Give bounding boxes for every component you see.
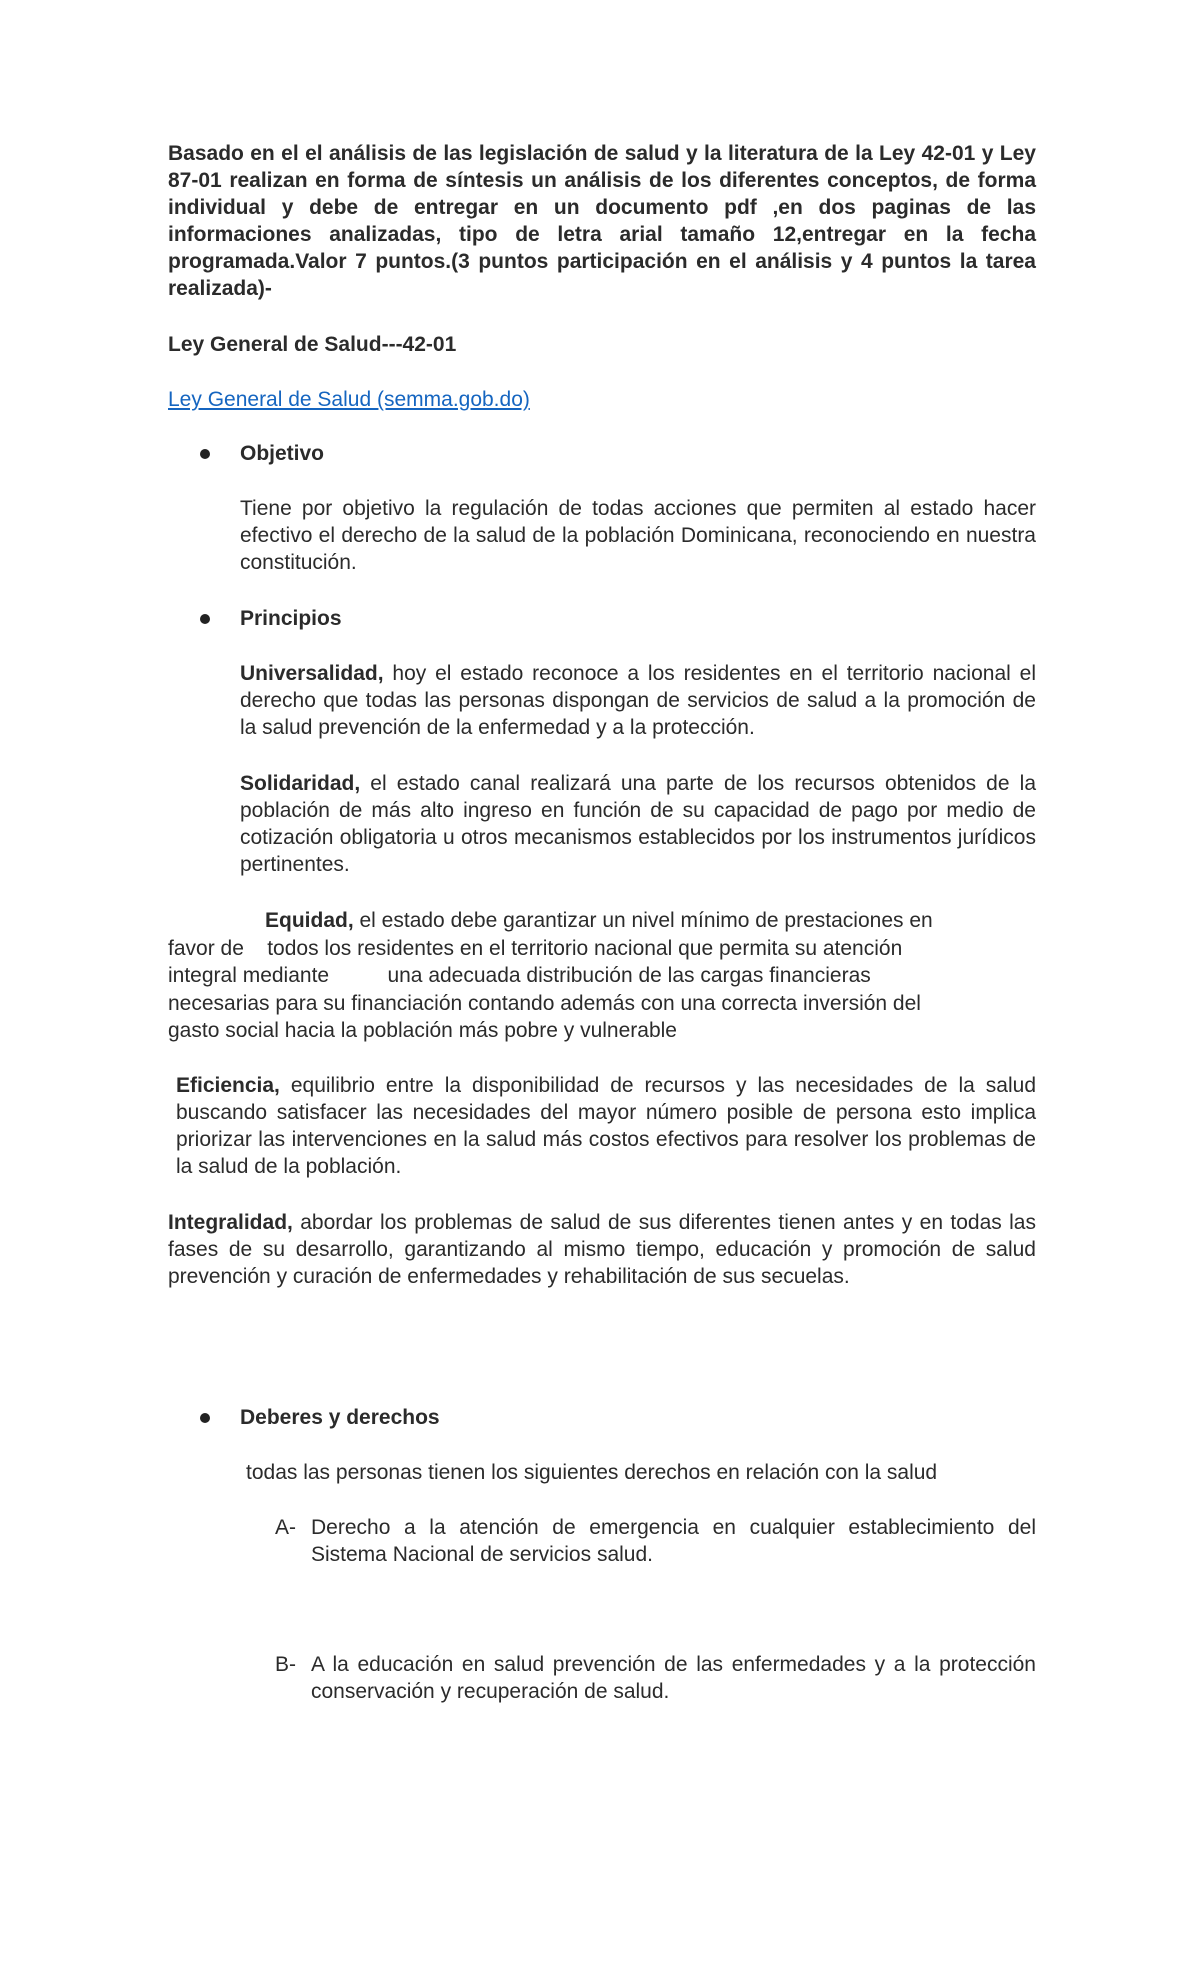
equidad-line-4: necesarias para su financiación contando además con una correcta inversión del xyxy=(168,992,921,1015)
objetivo-text: Tiene por objetivo la regulación de todas acciones que permiten al estado hacer efectivo el derecho de la salud de la población Dominicana, reconociendo en nuestra constitución. xyxy=(240,497,1036,574)
integralidad-paragraph xyxy=(168,1209,1036,1290)
eficiencia-paragraph xyxy=(176,1072,1036,1180)
solidaridad-term: Solidaridad, xyxy=(240,772,361,795)
equidad-line-1 xyxy=(265,907,1036,934)
deberes-item-b: A la educación en salud prevención de las enfermedades y a la protección conservación y recuperación de salud. xyxy=(311,1653,1036,1703)
eficiencia-term: Eficiencia, xyxy=(176,1074,280,1097)
equidad-term: Equidad, xyxy=(265,909,354,932)
law-title: Ley General de Salud---42-01 xyxy=(168,333,457,356)
link-line xyxy=(168,386,1036,413)
bullet-icon xyxy=(200,1413,210,1423)
equidad-line-3: integral mediante una adecuada distribución de las cargas financieras xyxy=(168,964,871,987)
deberes-heading: Deberes y derechos xyxy=(240,1406,440,1429)
solidaridad-paragraph xyxy=(240,770,1036,878)
objetivo-heading: Objetivo xyxy=(240,442,325,465)
solidaridad-text: el estado canal realizará una parte de los recursos obtenidos de la población de más alto ingreso en función de su capacidad de pago por medio de cotización obligatoria u otros mecanismos establecidos por los instrumentos jurídicos pertinentes. xyxy=(240,772,1036,876)
universalidad-text: hoy el estado reconoce a los residentes en el territorio nacional el derecho que todas las personas dispongan de servicios de salud a la promoción de la salud prevención de la enfermedad y a la protección. xyxy=(240,662,1036,739)
deberes-item-a: Derecho a la atención de emergencia en cualquier establecimiento del Sistema Nacional de servicios salud. xyxy=(311,1516,1036,1566)
integralidad-term: Integralidad, xyxy=(168,1211,293,1234)
list-marker-a: A- xyxy=(275,1516,296,1539)
law-link[interactable]: Ley General de Salud (semma.gob.do) xyxy=(168,388,530,411)
list-marker-b: B- xyxy=(275,1653,296,1676)
equidad-line-5: gasto social hacia la población más pobre y vulnerable xyxy=(168,1019,677,1042)
eficiencia-text: equilibrio entre la disponibilidad de recursos y las necesidades de la salud buscando satisfacer las necesidades del mayor número posible de persona esto implica priorizar las intervenciones en la salud más costos efectivos para resolver los problemas de la salud de la población. xyxy=(176,1074,1036,1178)
bullet-icon xyxy=(200,614,210,624)
principios-heading: Principios xyxy=(240,607,342,630)
intro-paragraph: Basado en el el análisis de las legislación de salud y la literatura de la Ley 42-01 y Ley 87-01 realizan en forma de síntesis un análisis de los diferentes conceptos, de forma individual y debe de entregar en un documento pdf ,en dos paginas de las informaciones analizadas, tipo de letra arial tamaño 12,entregar en la fecha programada.Valor 7 puntos.(3 puntos participación en el análisis y 4 puntos la tarea realizada)- xyxy=(168,142,1036,300)
equidad-line-2: favor de todos los residentes en el territorio nacional que permita su atención xyxy=(168,937,903,960)
universalidad-paragraph xyxy=(240,660,1036,741)
equidad-text-1: el estado debe garantizar un nivel mínimo de prestaciones en xyxy=(353,909,933,932)
bullet-icon xyxy=(200,449,210,459)
universalidad-term: Universalidad, xyxy=(240,662,384,685)
deberes-intro: todas las personas tienen los siguientes derechos en relación con la salud xyxy=(246,1461,938,1484)
integralidad-text: abordar los problemas de salud de sus diferentes tienen antes y en todas las fases de su desarrollo, garantizando al mismo tiempo, educación y promoción de salud prevención y curación de enfermedades y rehabilitación de sus secuelas. xyxy=(168,1211,1036,1288)
